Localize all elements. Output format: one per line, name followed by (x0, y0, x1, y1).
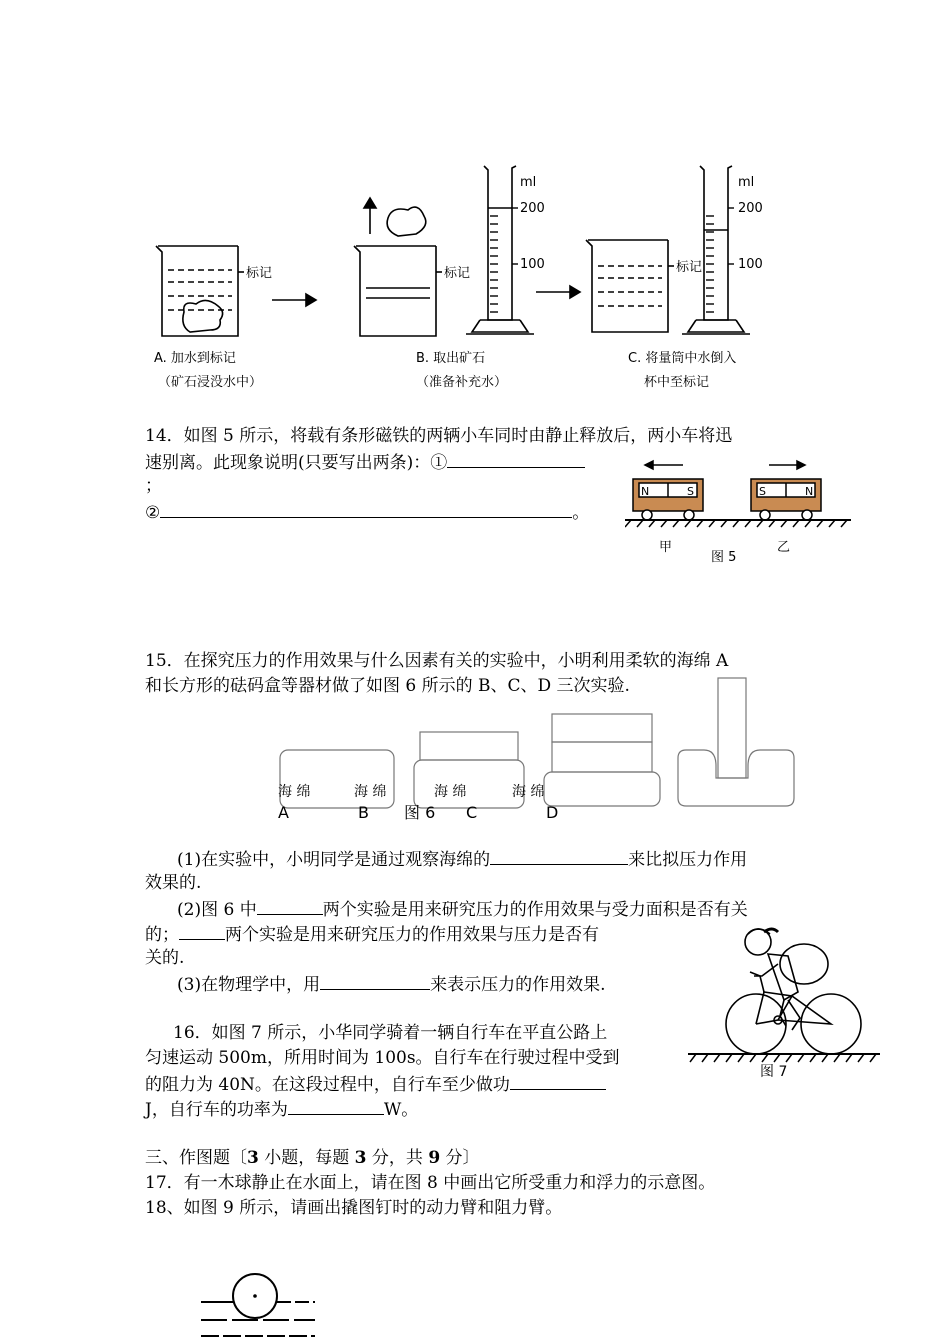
section3-total: 9 (428, 1148, 441, 1168)
caption-c-2: 杯中至标记 (644, 375, 710, 390)
caption-b-2: （准备补充水） (416, 375, 508, 390)
fig5-left-label: 甲 (659, 540, 673, 555)
cyl2-200: 200 (738, 201, 763, 216)
q16-line4 (145, 1096, 418, 1123)
sponge-label-a: 海 绵 (278, 784, 311, 800)
q14-line1: 14．如图 5 所示，将载有条形磁铁的两辆小车同时由静止释放后，两小车将迅 (145, 426, 733, 446)
q14-answer-blank-1[interactable] (447, 449, 585, 468)
mark-label-a: 标记 (246, 266, 273, 281)
caption-a-2: （矿石浸没水中） (158, 375, 263, 390)
cyl1-100: 100 (520, 257, 545, 272)
q14-line2 (145, 449, 585, 476)
q16-line3-text: 的阻力为 40N。在这段过程中，自行车至少做功 (145, 1075, 510, 1095)
fig5-right-label: 乙 (777, 540, 791, 555)
q15-sub2-a: (2)图 6 中 (177, 900, 257, 920)
q14-answer-blank-2[interactable] (160, 499, 572, 518)
q16-line3 (145, 1071, 606, 1098)
q16-line2: 匀速运动 500m，所用时间为 100s。自行车在行驶过程中受到 (145, 1048, 620, 1068)
q16-line4-a: J，自行车的功率为 (145, 1100, 288, 1120)
fig5-caption: 图 5 (711, 550, 737, 565)
fig6-label-b: B (358, 803, 369, 822)
q15-blank-1[interactable] (490, 846, 628, 865)
q15-blank-2[interactable] (257, 896, 323, 915)
q15-sub1-c: 效果的. (145, 873, 202, 893)
fig6-label-c: C (466, 803, 478, 822)
cylinder1-graduations (490, 208, 518, 312)
section3-heading (145, 1146, 480, 1171)
q15-sub1-a: (1)在实验中，小明同学是通过观察海绵的 (177, 850, 491, 870)
q17-text: 17．有一木球静止在水面上，请在图 8 中画出它所受重力和浮力的示意图。 (145, 1173, 716, 1193)
figure-6-sponges (270, 676, 800, 826)
q16-line4-b: W。 (383, 1100, 419, 1120)
section3-prefix: 三、作图题〔 (145, 1148, 247, 1168)
q15-sub3-a: (3)在物理学中，用 (177, 975, 321, 995)
mark-label-c: 标记 (676, 260, 703, 275)
q14-end: 。 (572, 503, 590, 523)
q15-sub2-b: 两个实验是用来研究压力的作用效果与受力面积是否有关 (322, 900, 748, 920)
section3-mid1: 小题，每题 (258, 1148, 355, 1168)
q14-line2-text: 速别离。此现象说明(只要写出两条)：① (145, 453, 448, 473)
q18-text: 18、如图 9 所示，请画出撬图钉时的动力臂和阻力臂。 (145, 1198, 563, 1218)
figure-8-floating-ball (195, 1268, 325, 1344)
q15-blank-3[interactable] (179, 921, 225, 940)
cyl1-ml: ml (520, 175, 537, 190)
mark-label-b: 标记 (444, 266, 471, 281)
fig6-caption: 图 6 (404, 803, 436, 822)
sponge-label-c: 海 绵 (434, 784, 467, 800)
q14-circle2: ② (145, 503, 161, 523)
q15-sub2-e: 关的. (145, 948, 185, 968)
q15-sub3-b: 来表示压力的作用效果. (430, 975, 606, 995)
sponge-label-d: 海 绵 (512, 784, 545, 800)
q15-sub2-d: 两个实验是用来研究压力的作用效果与压力是否有 (225, 925, 599, 945)
figure-7-cyclist (688, 920, 883, 1080)
cyl2-ml: ml (738, 175, 755, 190)
fig6-label-d: D (546, 803, 559, 822)
q15-sub1 (177, 846, 747, 873)
caption-b-1: B. 取出矿石 (416, 351, 486, 366)
q15-sub1-b: 来比拟压力作用 (628, 850, 748, 870)
q15-blank-4[interactable] (320, 971, 430, 990)
section3-suffix: 分〕 (440, 1148, 480, 1168)
cart-right-s: S (759, 485, 766, 498)
sponge-label-b: 海 绵 (354, 784, 387, 800)
section3-count: 3 (247, 1148, 259, 1168)
caption-a-1: A. 加水到标记 (154, 351, 236, 366)
q15-line2: 和长方形的砝码盒等器材做了如图 6 所示的 B、C、D 三次实验. (145, 676, 630, 696)
caption-c-1: C. 将量筒中水倒入 (628, 351, 737, 366)
fig6-label-a: A (278, 803, 289, 822)
section3-mid2: 分，共 (366, 1148, 429, 1168)
cyl2-100: 100 (738, 257, 763, 272)
q15-sub2-c: 的； (145, 925, 179, 945)
figure-5-magnet-carts (625, 455, 855, 565)
section3-score: 3 (354, 1148, 367, 1168)
cylinder2-graduations (706, 208, 734, 312)
q15-sub3 (177, 971, 606, 998)
fig7-caption: 图 7 (760, 1064, 788, 1080)
density-experiment-figure (140, 160, 780, 400)
cart-left-s: S (687, 485, 694, 498)
q16-blank-work[interactable] (510, 1071, 606, 1090)
cart-left-n: N (641, 485, 650, 498)
q15-sub2 (177, 896, 748, 923)
q14-semicolon: ； (145, 476, 162, 496)
cart-right-n: N (805, 485, 814, 498)
q15-sub2-line2 (145, 921, 599, 948)
q15-line1: 15．在探究压力的作用效果与什么因素有关的实验中，小明利用柔软的海绵 A (145, 651, 729, 671)
q16-blank-power[interactable] (288, 1096, 384, 1115)
cyl1-200: 200 (520, 201, 545, 216)
q14-line3 (145, 499, 589, 526)
q16-line1: 16．如图 7 所示，小华同学骑着一辆自行车在平直公路上 (173, 1023, 608, 1043)
